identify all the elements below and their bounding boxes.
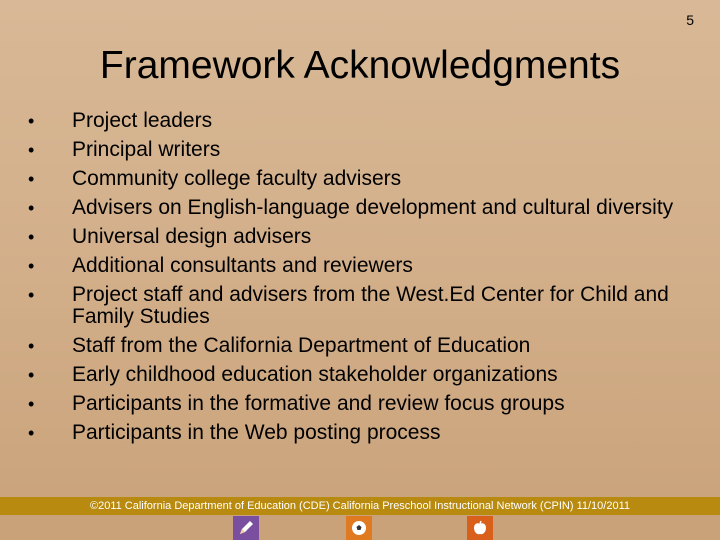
bullet-icon: •	[28, 111, 35, 131]
bullet-icon: •	[28, 336, 35, 356]
soccer-ball-icon	[346, 516, 372, 540]
list-item	[28, 364, 678, 386]
acknowledgment-list	[28, 110, 678, 451]
apple-icon	[467, 516, 493, 540]
footer-copyright: ©2011 California Department of Education (CDE) California Preschool Instructional Network (CPIN) 11/10/2011	[89, 500, 631, 512]
slide-title: Framework Acknowledgments	[99, 44, 621, 87]
list-item-text: Staff from the California Department of Education	[72, 334, 531, 357]
list-item	[28, 255, 678, 277]
bullet-icon: •	[28, 198, 35, 218]
list-item	[28, 284, 678, 328]
list-item	[28, 226, 678, 248]
list-item-text: Early childhood education stakeholder organizations	[72, 363, 558, 386]
footer-icon-strip	[0, 516, 720, 540]
bullet-icon: •	[28, 256, 35, 276]
list-item-text: Project staff and advisers from the West.Ed Center for Child and Family Studies	[72, 283, 669, 328]
bullet-icon: •	[28, 169, 35, 189]
list-item	[28, 197, 678, 219]
list-item-text: Participants in the Web posting process	[72, 421, 441, 444]
list-item	[28, 168, 678, 190]
list-item-text: Universal design advisers	[72, 225, 312, 248]
list-item-text: Participants in the formative and review focus groups	[72, 392, 565, 415]
bullet-icon: •	[28, 227, 35, 247]
list-item-text: Additional consultants and reviewers	[72, 254, 413, 277]
list-item-text: Project leaders	[72, 109, 213, 132]
list-item	[28, 393, 678, 415]
list-item	[28, 110, 678, 132]
list-item-text: Principal writers	[72, 138, 221, 161]
slide-number: 5	[686, 12, 694, 28]
list-item-text: Community college faculty advisers	[72, 167, 402, 190]
pencil-icon	[233, 516, 259, 540]
bullet-icon: •	[28, 285, 35, 305]
list-item	[28, 139, 678, 161]
bullet-icon: •	[28, 140, 35, 160]
bullet-icon: •	[28, 394, 35, 414]
bullet-icon: •	[28, 365, 35, 385]
list-item	[28, 335, 678, 357]
list-item-text: Advisers on English-language development and cultural diversity	[72, 196, 674, 219]
list-item	[28, 422, 678, 444]
bullet-icon: •	[28, 423, 35, 443]
